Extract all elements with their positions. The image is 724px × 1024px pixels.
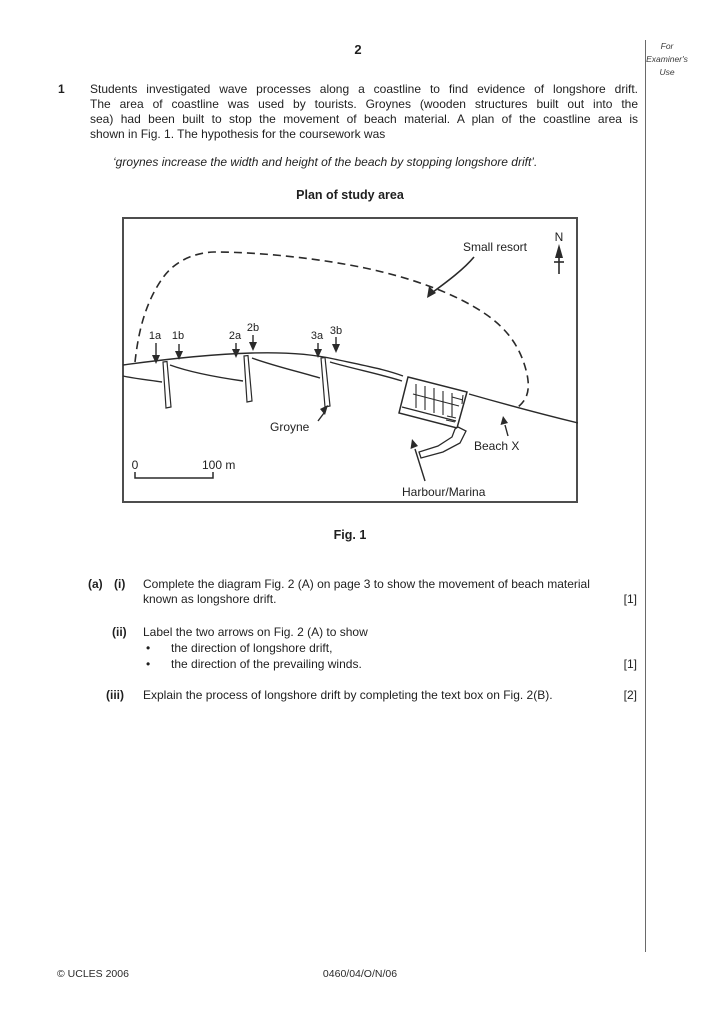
- bullet-icon: •: [146, 641, 151, 655]
- small-resort-label: Small resort: [463, 240, 528, 254]
- harbour-label: Harbour/Marina: [402, 485, 486, 499]
- part-ii-label: (ii): [112, 625, 127, 639]
- beach-edge: [330, 362, 402, 381]
- map-border: [123, 218, 577, 502]
- footer-paper-code: 0460/04/O/N/06: [322, 968, 398, 980]
- north-arrow-icon: [554, 230, 564, 274]
- scale-bar: [132, 458, 236, 478]
- part-iii-mark: [2]: [623, 688, 637, 702]
- beach-edge: [170, 365, 243, 381]
- site-3b-label: 3b: [329, 325, 343, 337]
- site-3a-label: 3a: [310, 330, 324, 342]
- hypothesis-quote: ‘groynes increase the width and height of the beach by stopping longshore drift’.: [113, 155, 538, 169]
- part-iii-text: Explain the process of longshore drift by completing the text box on Fig. 2(B).: [143, 688, 553, 702]
- examiner-note-line: Examiner's: [646, 54, 688, 64]
- groyne-label: Groyne: [270, 420, 310, 434]
- bullet-icon: •: [146, 657, 151, 671]
- breakwater-arm: [419, 427, 466, 458]
- intro-line: The area of coastline was used by tourists. Groynes (wooden structures built out into the: [90, 97, 638, 111]
- question-number: 1: [58, 82, 65, 96]
- site-1b-label: 1b: [171, 330, 185, 342]
- groyne-1: [163, 362, 171, 409]
- beach-edge: [123, 376, 162, 382]
- harbour-structure: [399, 377, 467, 458]
- part-a-label: (a): [88, 577, 103, 591]
- coastline: [123, 353, 578, 423]
- site-2a-label: 2a: [228, 330, 242, 342]
- examiner-note-line: Use: [659, 67, 675, 77]
- beach-x-arrow: [501, 416, 509, 436]
- part-ii-text: Label the two arrows on Fig. 2 (A) to show: [143, 625, 368, 639]
- groyne-2: [244, 356, 252, 403]
- small-resort-arrow: [427, 257, 474, 298]
- intro-line: shown in Fig. 1. The hypothesis for the coursework was: [90, 127, 386, 141]
- site-1a-label: 1a: [148, 330, 162, 342]
- part-iii-label: (iii): [106, 688, 124, 702]
- page-number: 2: [354, 42, 362, 57]
- part-i-line: Complete the diagram Fig. 2 (A) on page 3 to show the movement of beach material: [143, 577, 590, 591]
- scale-zero-label: 0: [131, 458, 139, 472]
- part-ii-bullet-1: the direction of longshore drift,: [171, 641, 333, 655]
- part-i-mark: [1]: [623, 592, 637, 606]
- figure-caption: Fig. 1: [333, 528, 367, 542]
- study-area-map: [122, 217, 578, 503]
- part-i-label: (i): [114, 577, 126, 591]
- examiner-note-line: For: [660, 41, 674, 51]
- part-i-text: [143, 577, 603, 607]
- intro-line: Students investigated wave processes along a coastline to find evidence of longshore drift.: [90, 82, 638, 96]
- examiner-column-rule: [645, 40, 646, 952]
- footer-copyright: © UCLES 2006: [57, 968, 129, 980]
- part-i-line: known as longshore drift.: [143, 592, 277, 606]
- north-label: N: [554, 230, 564, 244]
- scale-hundred-label: 100 m: [202, 458, 236, 472]
- groynes: [163, 356, 330, 409]
- examiner-use-note: [634, 40, 700, 79]
- figure-title: Plan of study area: [296, 188, 404, 202]
- groyne-3: [321, 358, 330, 408]
- intro-line: sea) had been built to stop the movement of beach material. A plan of the coastline area is: [90, 112, 638, 126]
- question-intro-paragraph: [90, 82, 638, 142]
- beach-x-label: Beach X: [474, 439, 520, 453]
- site-2b-label: 2b: [246, 322, 260, 334]
- harbour-label-arrow: [411, 439, 426, 481]
- part-ii-mark: [1]: [623, 657, 637, 671]
- beach-edge: [252, 358, 320, 378]
- part-ii-bullet-2: the direction of the prevailing winds.: [171, 657, 362, 671]
- groyne-label-arrow: [318, 405, 328, 421]
